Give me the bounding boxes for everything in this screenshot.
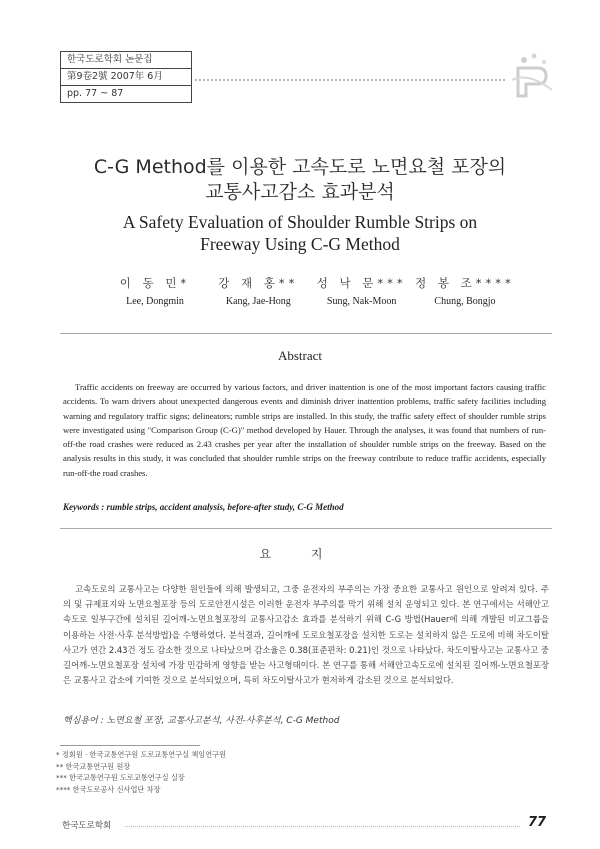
author-list: [105, 275, 515, 307]
footer-dotted-rule: [125, 826, 520, 827]
journal-volume: 第9卷2號 2007年 6月: [61, 69, 191, 86]
author-name-en: Lee, Dongmin: [126, 296, 184, 307]
english-title-line2: Freeway Using C-G Method: [200, 234, 400, 254]
abstract-heading: Abstract: [277, 348, 323, 363]
author-name-ko: 정 봉 조****: [415, 276, 515, 290]
footer-society: 한국도로학회: [62, 821, 112, 831]
korean-title-line1: C-G Method를 이용한 고속도로 노면요철 포장의: [93, 156, 507, 178]
korean-summary-heading: 요 지: [259, 547, 341, 561]
author-name-en: Kang, Jae-Hong: [225, 296, 291, 307]
header-dotted-rule: [195, 79, 505, 81]
english-title-line1: A Safety Evaluation of Shoulder Rumble Strips on: [122, 212, 478, 232]
abstract-text: Traffic accidents on freeway are occurred by various factors, and driver inattention is one of the most important factors causing traffic accidents. To warn drivers about unexpected dangerous events and diminish driver inattention problems, traffic safety facilities including warning and regulatory traffic signs; delineators; rumble strips are installed. In this study, the traffic safety effect of shoulder rumble strips were investigated using "Comparison Group (C-G)" method developed by Hauer. Through the analyses, it was found that numbers of run-off-the road crashes were reduced as 2.43 crashes per year after the installation of shoulder rumble strips on the freeway. Based on the analysis results in this study, it was concluded that shoulder rumble strips on the freeway contribute to reduce traffic accidents, especially run-off-the road crashes.: [63, 382, 546, 478]
korean-summary-text: 고속도로의 교통사고는 다양한 원인들에 의해 발생되고, 그중 운전자의 부주의는 가장 중요한 교통사고 원인으로 알려져 있다. 주의 및 규제표지와 노면요철포장 등의 도로안전시설은 이러한 운전자 부주의를 막기 위해 설치 운영되고 있다. 본 연구에서는 서해안고속도로 일부구간에 설치된 길어깨-노면요철포장의 교통사고감소 효과를 분석하기 위해 C-G 방법(Hauer에 의해 개발된 비교그룹을 이용하는 사전·사후 분석방법)을 수행하였다. 분석결과, 길어깨에 도로요철포장을 설치한 도로는 설치하지 않은 도로에 비해 차도이탈사고가 연간 2.43건 정도 감소한 것으로 나타났으며 감소율은 0.38(표준편차: 0.21)인 것으로 나타났다. 차도이탈사고는 교통사고 중 길어깨-노면요철포장 설치에 가장 민감하게 영향을 받는 사고형태이다. 본 연구를 통해 서해안고속도로에 설치된 길어깨-노면요철포장은 교통사고 감소에 기여한 것으로 분석되었으며, 특히 차도이탈사고가 현저하게 감소된 것으로 분석되었다.: [63, 584, 549, 686]
author-name-ko: 이 동 민*: [119, 276, 191, 290]
abstract-top-rule: [60, 333, 552, 334]
journal-info-box: [60, 51, 192, 103]
author-name-ko: 강 재 홍**: [218, 276, 299, 290]
author-2: [208, 275, 308, 307]
korean-title-line2: 교통사고감소 효과분석: [205, 181, 395, 203]
author-3: [312, 275, 412, 307]
author-name-en: Chung, Bongjo: [434, 296, 496, 307]
footnote-3: *** 한국교통연구원 도로교통연구실 실장: [56, 773, 185, 782]
english-keywords: Keywords : rumble strips, accident analysis, before-after study, C-G Method: [63, 502, 344, 512]
abstract-bottom-rule: [60, 528, 552, 529]
journal-logo-icon: [508, 50, 556, 100]
footnote-2: ** 한국교통연구원 원장: [56, 761, 131, 771]
page-number: 77: [528, 815, 547, 830]
footnote-1: * 정회원 · 한국교통연구원 도로교통연구실 책임연구원: [56, 750, 227, 759]
footnote-4: **** 한국도로공사 신사업단 차장: [56, 784, 161, 794]
author-4: [415, 275, 515, 307]
journal-name: 한국도로학회 논문집: [61, 52, 191, 69]
korean-keywords: 핵심용어 : 노면요철 포장, 교통사고분석, 사전-사후분석, C-G Method: [63, 716, 340, 726]
journal-pages: pp. 77 ~ 87: [67, 88, 124, 99]
footnote-rule: [60, 745, 200, 746]
author-name-en: Sung, Nak-Moon: [326, 296, 397, 307]
author-1: [105, 275, 205, 307]
author-name-ko: 성 낙 문***: [316, 276, 407, 290]
footnotes: [56, 749, 226, 795]
